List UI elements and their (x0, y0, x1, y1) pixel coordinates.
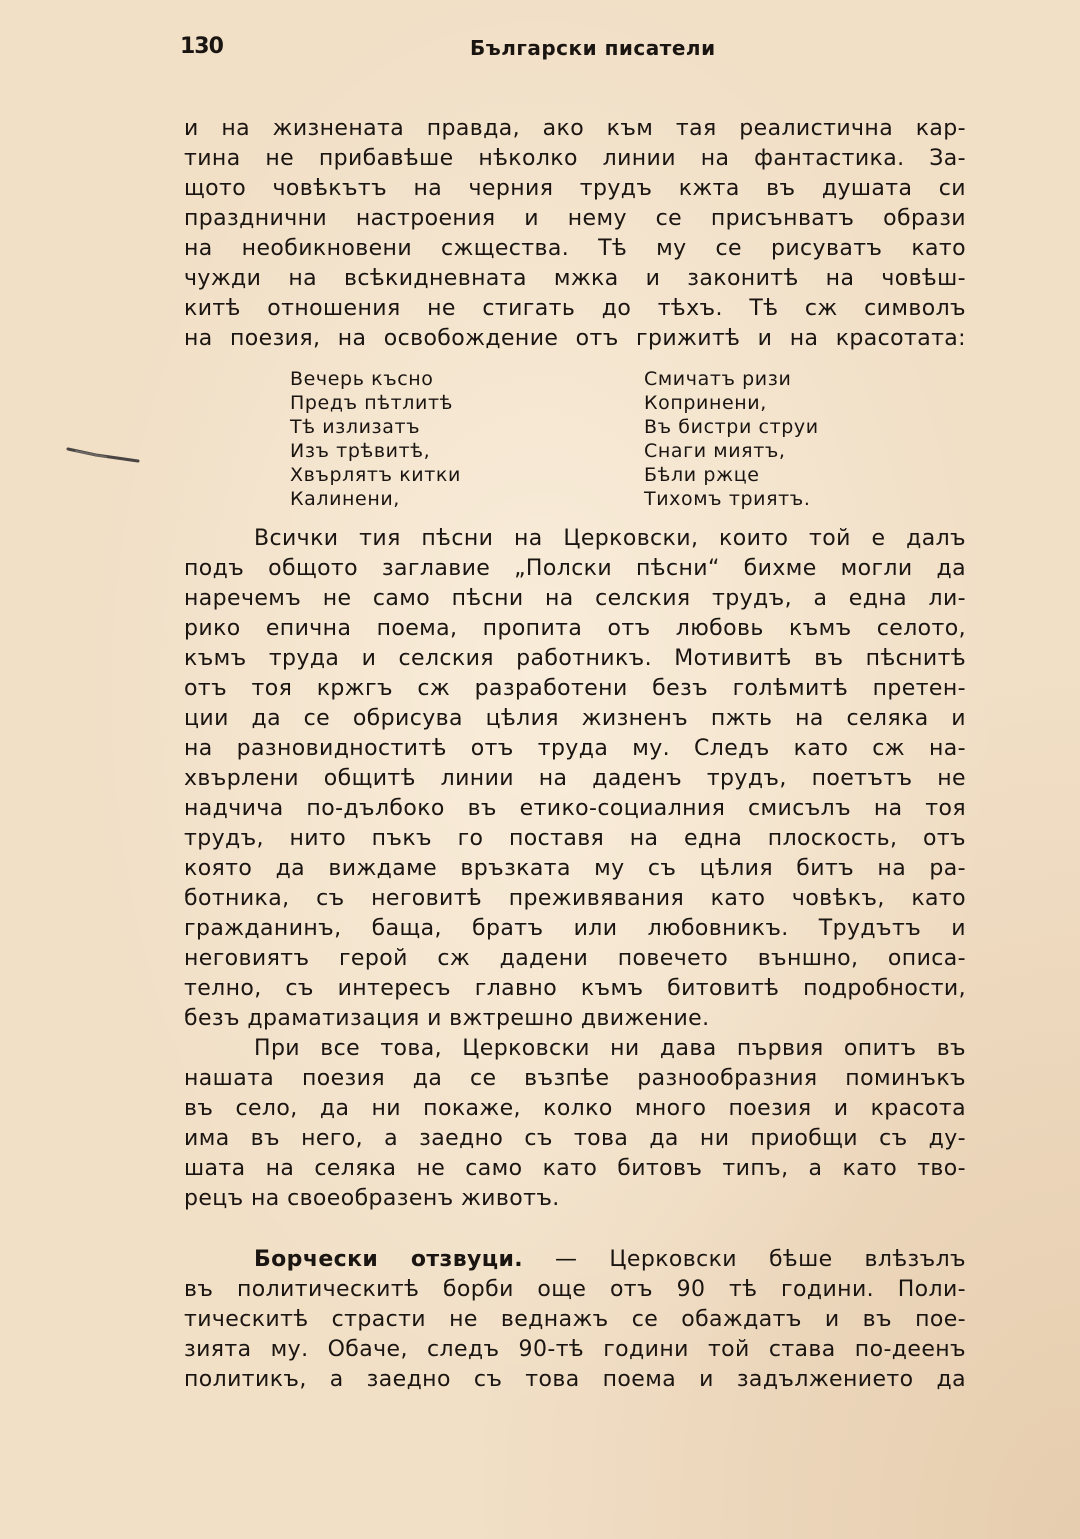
poem-verse: Предъ пѣтлитѣ (290, 392, 454, 414)
section-first-line-text: — Церковски бѣше влѣзълъ (523, 1247, 966, 1272)
poem-verse: Тѣ излизатъ (290, 416, 421, 438)
text-line: шата на селяка не само като битовъ типъ, а като тво- (184, 1156, 966, 1181)
text-line: надчича по-дълбоко въ етико-социалния смисълъ на тоя (184, 796, 966, 821)
text-line: празднични настроения и нему се присънватъ образи (184, 206, 966, 231)
text-line: ции да се обрисува цѣлия жизненъ пжть на селяка и (184, 706, 966, 731)
text-line: телно, съ интересъ главно къмъ битовитѣ подробности, (184, 976, 966, 1001)
poem-verse: Смичатъ ризи (644, 368, 792, 390)
paragraph-2 (184, 524, 966, 1034)
text-line: китѣ отношения не стигать до тѣхъ. Тѣ сж символъ (184, 296, 966, 321)
poem-left-column (290, 367, 461, 511)
text-line: При все това, Церковски ни дава първия опитъ въ (254, 1036, 966, 1061)
text-line: въ политическитѣ борби още отъ 90 тѣ години. Поли- (184, 1277, 966, 1302)
text-line: на поезия, на освобождение отъ грижитѣ и на красотата: (184, 326, 966, 351)
text-line: зията му. Обаче, следъ 90-тѣ години той става по-деенъ (184, 1337, 966, 1362)
text-line: която да виждаме връзката му съ цѣлия битъ на ра- (184, 856, 966, 881)
text-line: въ село, да ни покаже, колко много поезия и красота (184, 1096, 966, 1121)
paragraph-4 (184, 1245, 966, 1395)
poem-verse: Вечерь късно (290, 368, 434, 390)
text-line: тина не прибавѣше нѣколко линии на фантастика. За- (184, 146, 966, 171)
poem-verse: Бѣли ржце (644, 464, 760, 486)
paragraph-1 (184, 114, 966, 354)
poem-verse: Въ бистри струи (644, 416, 819, 438)
text-line: на необикновени сжщества. Тѣ му се рисуватъ като (184, 236, 966, 261)
poem-verse: Тихомъ триятъ. (644, 488, 811, 510)
text-line: рецъ на своеобразенъ животъ. (184, 1186, 560, 1211)
text-line: отъ тоя кржгъ сж разработени безъ голѣмитѣ претен- (184, 676, 966, 701)
poem-verse: Калинени, (290, 488, 400, 510)
text-line: нашата поезия да се възпѣе разнообразния поминъкъ (184, 1066, 966, 1091)
text-line: безъ драматизация и вжтрешно движение. (184, 1006, 710, 1031)
text-line: на разновидноститѣ отъ труда му. Следъ като сж на- (184, 736, 966, 761)
text-line: и на жизнената правда, ако към тая реалистична кар- (184, 116, 966, 141)
text-line: има въ него, а заедно съ това да ни приобщи съ ду- (184, 1126, 966, 1151)
text-line: къмъ труда и селския работникъ. Мотивитѣ въ пѣснитѣ (184, 646, 966, 671)
running-title: Български писатели (470, 36, 716, 60)
page-header (0, 34, 1080, 70)
section-first-line (184, 1245, 966, 1275)
poem-right-column (644, 367, 819, 511)
text-line: наречемъ не само пѣсни на селския трудъ, а една ли- (184, 586, 966, 611)
text-line: рико епична поема, пропита отъ любовь къмъ селото, (184, 616, 966, 641)
page-number: 130 (180, 34, 223, 59)
text-line: ботника, съ неговитѣ преживявания като човѣкъ, като (184, 886, 966, 911)
text-line: щото човѣкътъ на черния трудъ кжта въ душата си (184, 176, 966, 201)
text-line: политикъ, а заедно съ това поема и задължението да (184, 1367, 966, 1392)
text-line: гражданинъ, баща, братъ или любовникъ. Трудътъ и (184, 916, 966, 941)
text-line: тическитѣ страсти не веднажъ се обаждатъ и въ пое- (184, 1307, 966, 1332)
margin-pencil-mark (66, 445, 140, 463)
poem-verse: Изъ трѣвитѣ, (290, 440, 431, 462)
text-line: Всички тия пѣсни на Церковски, които той е далъ (254, 526, 966, 551)
paragraph-3 (184, 1034, 966, 1214)
text-line: трудъ, нито пъкъ го поставя на една плоскость, отъ (184, 826, 966, 851)
poem-verse: Копринени, (644, 392, 767, 414)
text-line: неговиятъ герой сж дадени повечето външно, описа- (184, 946, 966, 971)
text-line: чужди на всѣкидневната мжка и законитѣ на човѣш- (184, 266, 966, 291)
poem-verse: Хвърлятъ китки (290, 464, 461, 486)
text-line: подъ общото заглавие „Полски пѣсни“ бихме могли да (184, 556, 966, 581)
text-line: хвърлени общитѣ линии на даденъ трудъ, поетътъ не (184, 766, 966, 791)
section-heading: Борчески отзвуци. (254, 1247, 524, 1272)
poem-verse: Снаги миятъ, (644, 440, 786, 462)
